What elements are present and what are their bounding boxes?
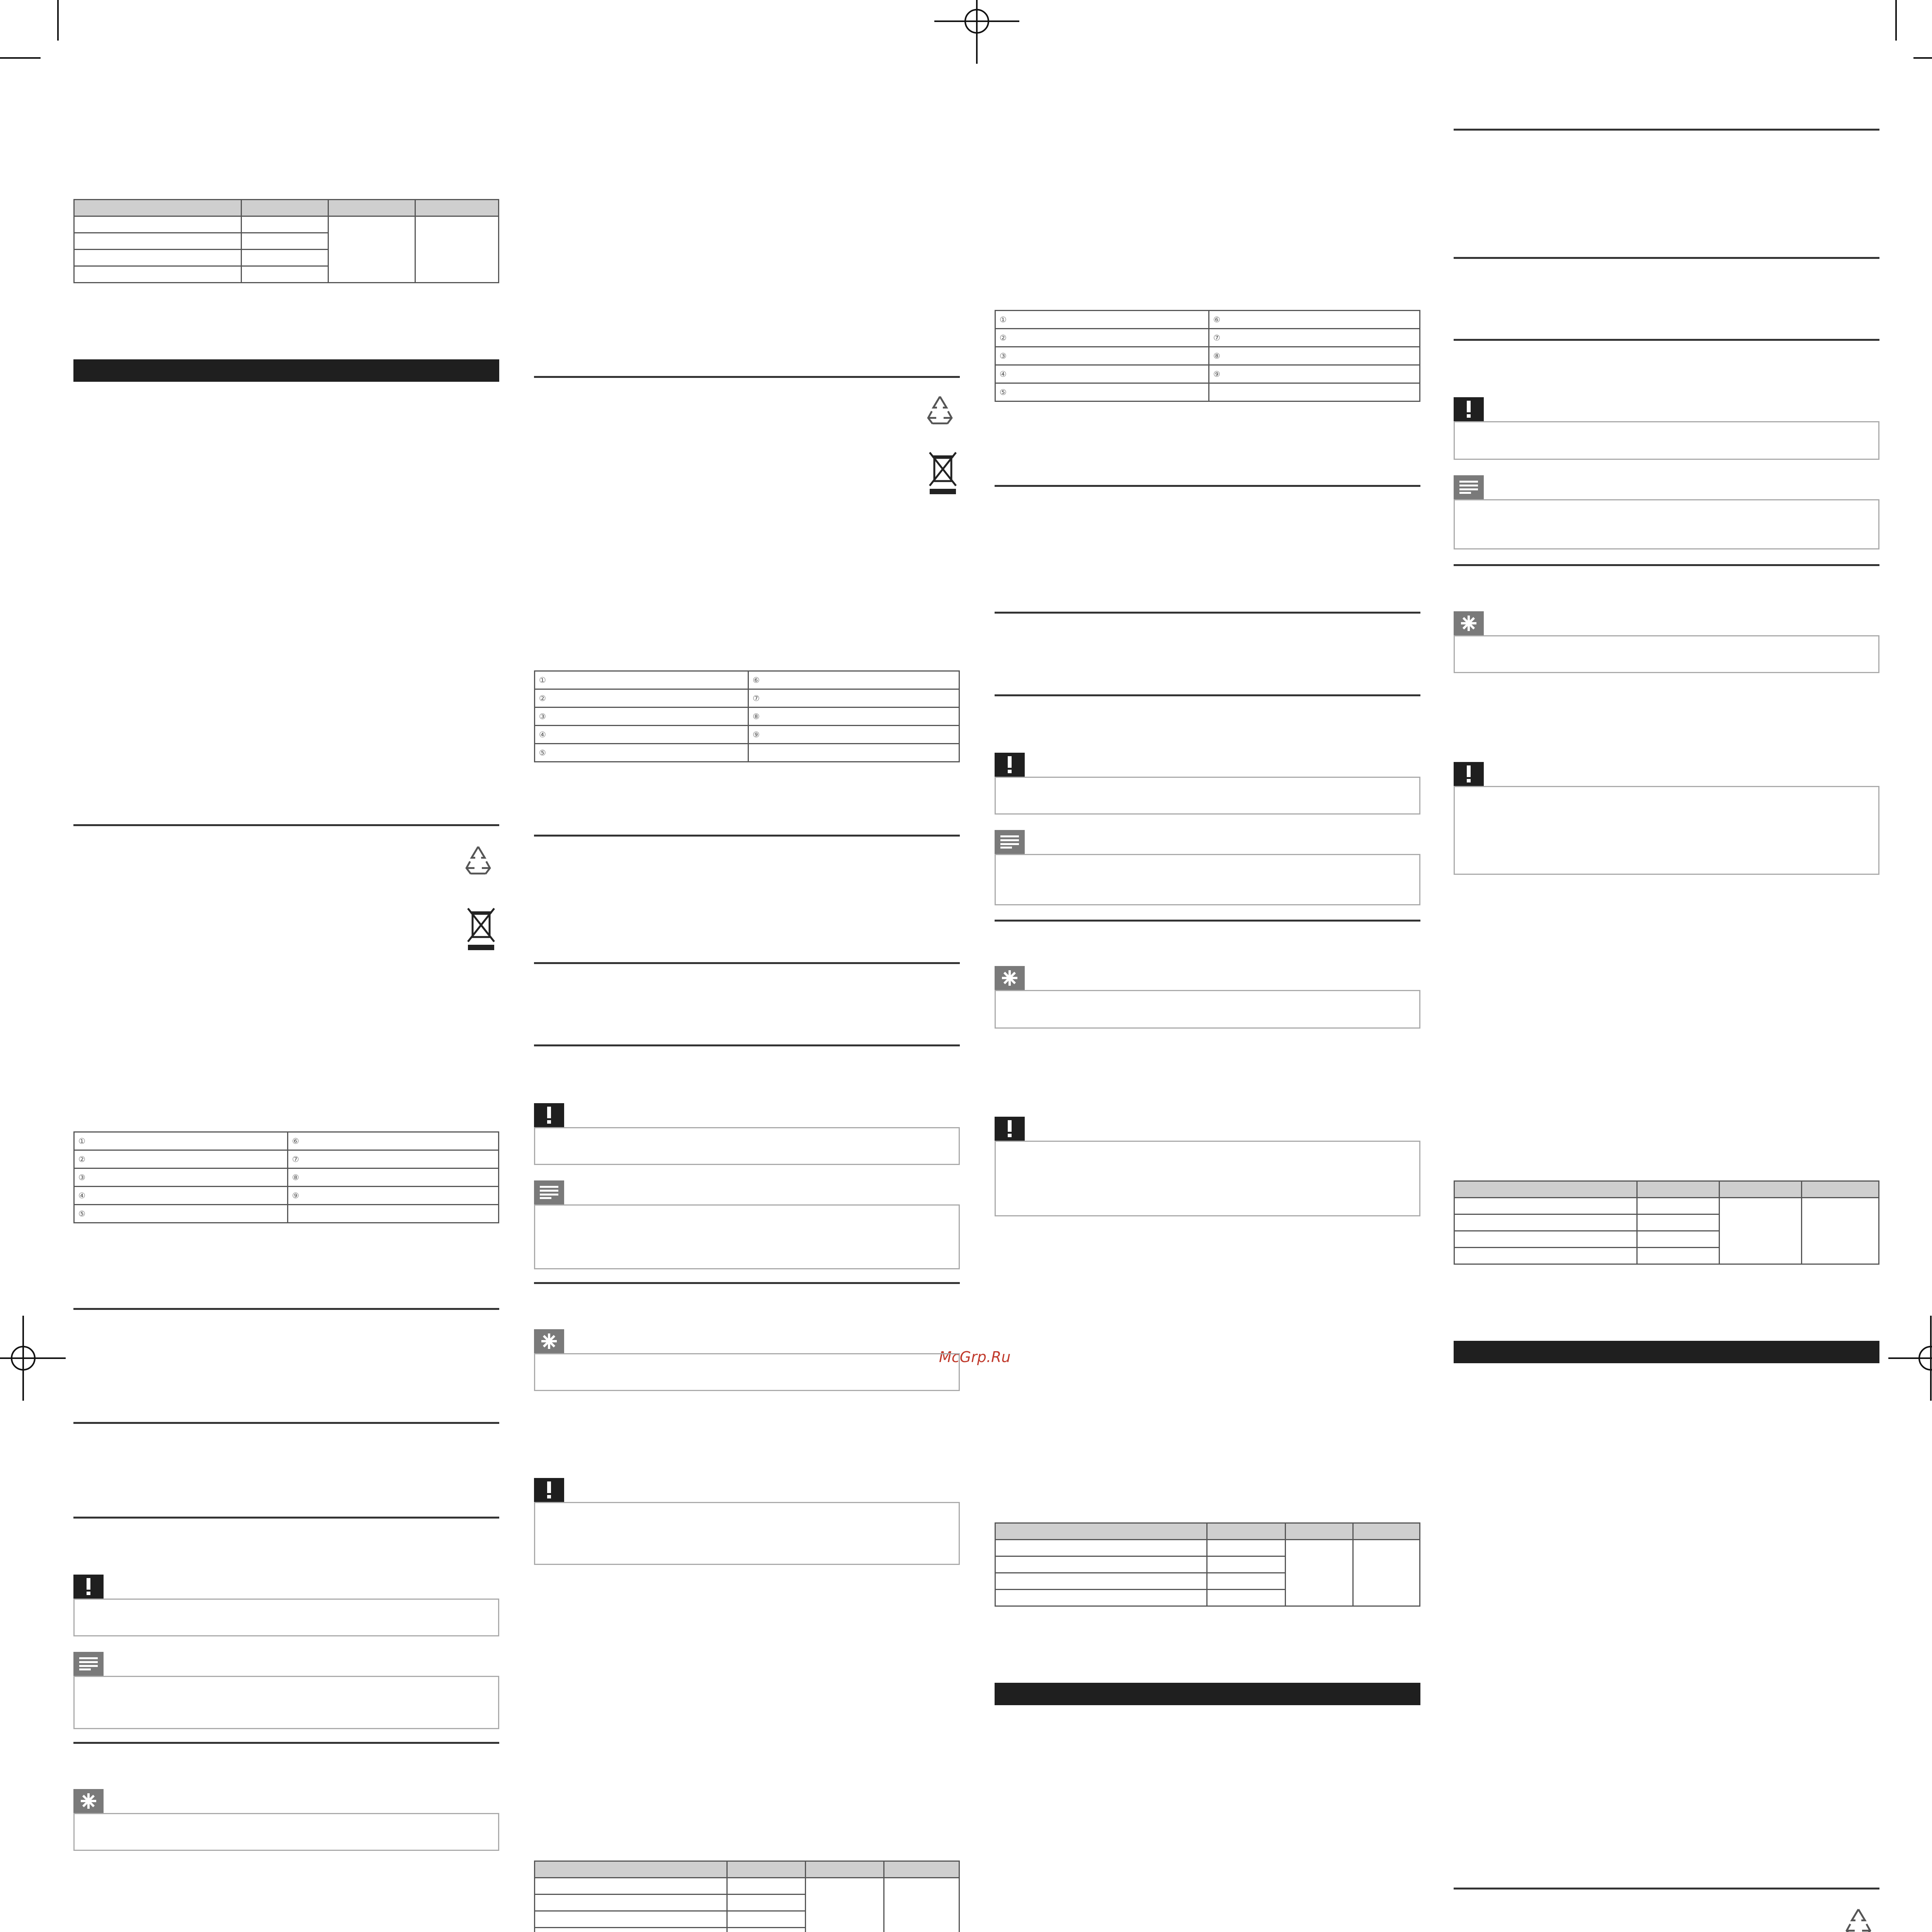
- crop-mark-tr-h: [1913, 57, 1932, 59]
- part-marker: ①: [74, 1132, 288, 1150]
- note-lines-icon: [1000, 835, 1019, 849]
- parts-table-col1: [73, 1131, 499, 1223]
- asterisk-icon: [541, 1333, 558, 1350]
- section-rule-col2-e: [534, 1282, 960, 1284]
- section-rule-col2-b: [534, 835, 960, 837]
- section-rule-col3-c: [995, 694, 1420, 696]
- exclamation-icon: [1465, 765, 1473, 782]
- part-marker: ①: [535, 671, 748, 689]
- section-header-bar-col1-top: [73, 359, 499, 382]
- exclamation-icon: [545, 1481, 553, 1498]
- crop-mark-tl-h: [0, 57, 41, 59]
- part-marker: ⑨: [748, 726, 959, 744]
- part-marker: ②: [74, 1150, 288, 1168]
- part-marker: ⑤: [535, 744, 748, 762]
- note-box: [995, 830, 1420, 905]
- note-lines-icon: [79, 1657, 98, 1670]
- part-marker: ④: [74, 1187, 288, 1205]
- tip-box: [73, 1789, 499, 1851]
- part-marker: ⑥: [288, 1132, 499, 1150]
- section-rule-col4-a: [1454, 129, 1879, 131]
- note-box: [534, 1180, 960, 1269]
- section-rule-col3-d: [995, 920, 1420, 922]
- part-marker: ⑦: [1209, 329, 1420, 347]
- recycle-icon: [922, 392, 958, 429]
- part-marker: ⑧: [748, 707, 959, 726]
- part-marker: ②: [535, 689, 748, 707]
- spec-table-col2: [534, 1861, 960, 1932]
- part-marker: ⑨: [288, 1187, 499, 1205]
- part-marker: ⑦: [288, 1150, 499, 1168]
- registration-mark-left: [0, 1316, 66, 1401]
- watermark: McGrp.Ru: [939, 1349, 1011, 1366]
- section-header-bar-col3: [995, 1683, 1420, 1705]
- exclamation-icon: [1006, 1120, 1014, 1137]
- warning-box: [995, 753, 1420, 815]
- section-rule-col2-c: [534, 962, 960, 964]
- exclamation-icon: [545, 1107, 553, 1124]
- part-marker: ③: [535, 707, 748, 726]
- asterisk-icon: [80, 1793, 97, 1810]
- part-marker: ⑤: [995, 383, 1209, 401]
- exclamation-icon: [1006, 756, 1014, 773]
- part-marker: ③: [74, 1168, 288, 1187]
- note-lines-icon: [540, 1186, 558, 1199]
- section-rule-col4-b: [1454, 257, 1879, 259]
- part-marker: ④: [535, 726, 748, 744]
- part-marker: ⑥: [748, 671, 959, 689]
- warning-box: [534, 1478, 960, 1565]
- warning-box: [1454, 397, 1879, 460]
- exclamation-icon: [85, 1578, 92, 1595]
- part-marker: ⑤: [74, 1205, 288, 1223]
- part-marker: ①: [995, 311, 1209, 329]
- section-header-bar-col4: [1454, 1341, 1879, 1363]
- parts-table-col2: [534, 670, 960, 762]
- recycle-icon: [460, 842, 497, 879]
- note-box: [1454, 475, 1879, 549]
- spec-table-col1-top: [73, 199, 499, 283]
- section-rule-col4-d: [1454, 564, 1879, 566]
- part-marker: ⑦: [748, 689, 959, 707]
- section-rule-col1-d: [73, 1517, 499, 1519]
- crop-mark-tr-v: [1895, 0, 1897, 41]
- exclamation-icon: [1465, 401, 1473, 418]
- crossed-bin-icon: [466, 906, 497, 952]
- recycle-icon: [1840, 1905, 1877, 1932]
- warning-box: [1454, 762, 1879, 875]
- part-marker: ③: [995, 347, 1209, 365]
- section-rule-col3-a: [995, 485, 1420, 487]
- crossed-bin-icon: [927, 450, 958, 497]
- registration-mark-top: [934, 0, 1019, 64]
- asterisk-icon: [1460, 615, 1477, 632]
- part-marker: ⑧: [288, 1168, 499, 1187]
- spec-table-col4: [1454, 1180, 1879, 1265]
- tip-box: [995, 966, 1420, 1029]
- part-marker: ⑧: [1209, 347, 1420, 365]
- section-rule-col1-e: [73, 1742, 499, 1744]
- registration-mark-right: [1888, 1316, 1932, 1401]
- section-rule-col4-e: [1454, 1888, 1879, 1889]
- section-rule-col3-b: [995, 612, 1420, 614]
- section-rule-col1-c: [73, 1422, 499, 1424]
- section-rule-col1-a: [73, 824, 499, 826]
- section-rule-col1-b: [73, 1308, 499, 1310]
- part-marker: ⑥: [1209, 311, 1420, 329]
- part-marker: ⑨: [1209, 365, 1420, 383]
- asterisk-icon: [1001, 969, 1018, 986]
- warning-box: [534, 1103, 960, 1165]
- part-marker: ④: [995, 365, 1209, 383]
- warning-box: [995, 1117, 1420, 1216]
- section-rule-col2-a: [534, 376, 960, 378]
- spec-table-col3: [995, 1522, 1420, 1607]
- tip-box: [534, 1329, 960, 1391]
- parts-table-col3-top: [995, 310, 1420, 402]
- part-marker: ②: [995, 329, 1209, 347]
- crop-mark-tl-v: [57, 0, 59, 41]
- note-box: [73, 1652, 499, 1729]
- note-lines-icon: [1459, 481, 1478, 494]
- section-rule-col4-c: [1454, 339, 1879, 341]
- section-rule-col2-d: [534, 1044, 960, 1046]
- warning-box: [73, 1575, 499, 1636]
- tip-box: [1454, 611, 1879, 673]
